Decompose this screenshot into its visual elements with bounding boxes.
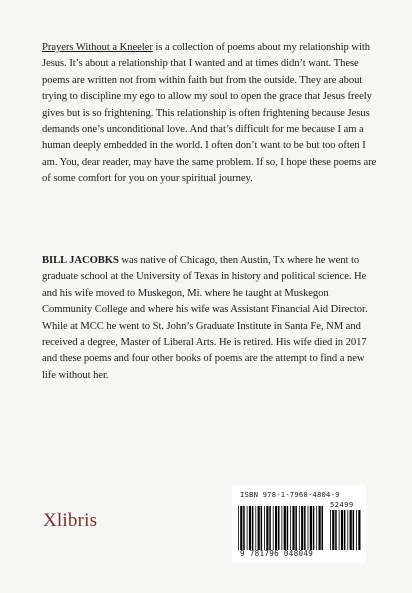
barcode-bar: [344, 510, 346, 550]
barcode-bar: [249, 506, 251, 550]
barcode-bar: [290, 506, 291, 550]
barcode-bar: [310, 506, 312, 550]
barcode-bar: [240, 506, 242, 550]
barcode-digits: 9 781796 048049: [240, 549, 314, 558]
barcode-bar: [295, 506, 297, 550]
barcode-bar: [252, 506, 254, 550]
barcode-bar: [266, 506, 268, 550]
barcode-bar: [264, 506, 265, 550]
barcode-bar: [353, 510, 355, 550]
bio-text: was native of Chicago, then Austin, Tx where he went to graduate school at the University of Texas in history and political science. He and his wife moved to Muskegon, Mi. where he taught at Muskegon Community College and where his wife was Assistant Financial Aid Director. While at MCC he went to St. John’s Graduate Institute in Santa Fe, NM and received a degree, Master of Liberal Arts. He is retired. His wife died in 2017 and these poems and four other books of poems are the attempt to find a new life without her.: [42, 255, 368, 381]
barcode-bar: [330, 510, 331, 550]
barcode-bar: [301, 506, 303, 550]
barcode-bar: [269, 506, 271, 550]
barcode-bar: [278, 506, 280, 550]
barcode-bar: [358, 510, 360, 550]
author-name: BILL JACOBKS: [42, 255, 119, 266]
barcode-bar: [316, 506, 317, 550]
barcode-bar: [341, 510, 343, 550]
barcode-bar: [282, 506, 283, 550]
barcode-bar: [292, 506, 294, 550]
price-code: 52499: [330, 500, 354, 509]
barcode-bar: [247, 506, 248, 550]
barcode-bar: [313, 506, 315, 550]
addon-bars: [330, 510, 361, 550]
barcode-bar: [322, 506, 324, 550]
barcode-bars: [238, 506, 323, 550]
publisher-logo: Xlibris: [43, 510, 98, 531]
barcode-bar: [347, 510, 348, 550]
barcode-bar: [287, 506, 289, 550]
barcode-bar: [243, 506, 245, 550]
barcode-bar: [261, 506, 263, 550]
barcode-bar: [304, 506, 306, 550]
barcode-bar: [339, 510, 340, 550]
barcode-bar: [350, 510, 352, 550]
barcode-bar: [284, 506, 286, 550]
book-title: Prayers Without a Kneeler: [42, 42, 153, 53]
barcode-bar: [335, 510, 337, 550]
description-text: is a collection of poems about my relationship with Jesus. It’s about a relationship that I wanted and at times didn’t want. These poems are written not from within faith but from the outside. They are about trying to discipline my ego to allow my soul to open the grace that Jesus freely gives but is so frightening. This relationship is often frightening because Jesus demands one’s unconditional love. And that’s difficult for me because I am a human deeply embedded in the world. I often don’t want to be but too often I am. You, dear reader, may have the same problem. If so, I hope these poems are of some comfort for you on your spiritual journey.: [42, 42, 377, 185]
barcode-bar: [356, 510, 357, 550]
barcode-block: [232, 486, 366, 562]
barcode-bar: [273, 506, 274, 550]
barcode-bar: [332, 510, 334, 550]
isbn-label: ISBN 978-1-7960-4804-9: [240, 490, 340, 499]
barcode-bar: [299, 506, 300, 550]
barcode-bar: [275, 506, 277, 550]
barcode-bar: [319, 506, 321, 550]
author-bio: [42, 253, 378, 384]
barcode-bar: [255, 506, 256, 550]
barcode-bar: [308, 506, 309, 550]
barcode-bar: [258, 506, 260, 550]
barcode-bar: [238, 506, 239, 550]
book-description: [42, 40, 378, 188]
barcode-image: [236, 500, 362, 550]
